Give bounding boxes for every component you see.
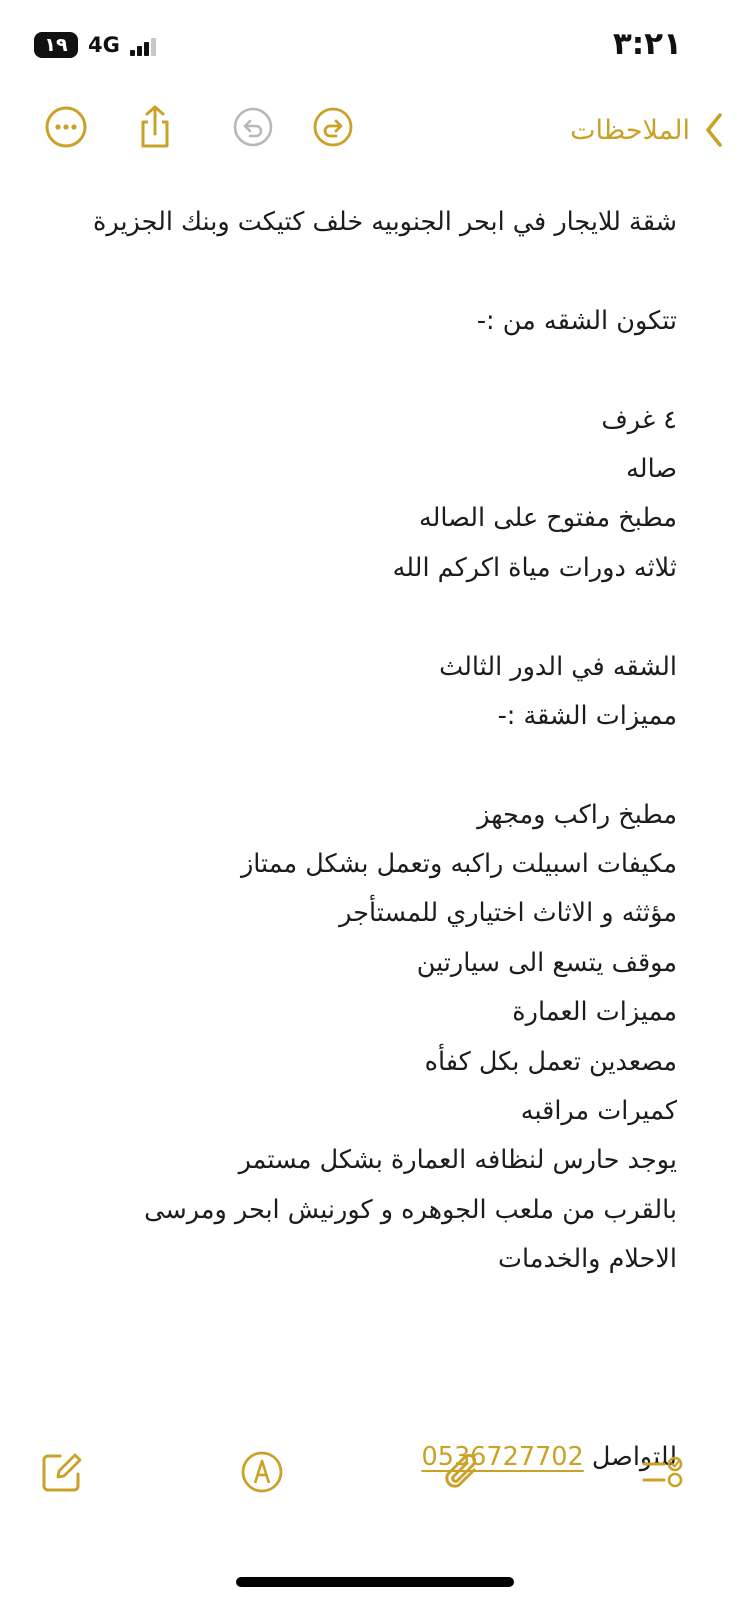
more-button[interactable]	[43, 104, 89, 150]
signal-strength-icon	[130, 38, 160, 56]
note-line: الشقه في الدور الثالث	[439, 651, 677, 682]
note-line: مطبخ مفتوح على الصاله	[418, 503, 677, 534]
attachment-icon	[440, 1450, 484, 1494]
note-line	[37, 593, 677, 642]
note-line	[37, 1383, 677, 1432]
back-to-notes-button[interactable]	[570, 108, 724, 152]
status-time: ٣:٢١	[612, 26, 682, 62]
markup-button[interactable]	[240, 1450, 284, 1494]
notes-toolbar	[0, 100, 750, 160]
note-body[interactable]	[37, 198, 677, 1482]
note-line	[37, 247, 677, 296]
share-icon	[132, 104, 178, 150]
battery-indicator: ١٩	[34, 32, 78, 58]
undo-icon	[230, 104, 276, 150]
contact-label: للتواصل	[591, 1441, 677, 1472]
note-line: مؤثثه و الاثاث اختياري للمستأجر	[339, 898, 677, 929]
note-line: تتكون الشقه من :-	[476, 305, 677, 336]
phone-link[interactable]: 0536727702	[421, 1441, 584, 1472]
undo-button[interactable]	[230, 104, 276, 150]
note-line: بالقرب من ملعب الجوهره و كورنيش ابحر ومرسى	[144, 1194, 677, 1225]
note-line: مصعدين تعمل بكل كفأه	[424, 1046, 677, 1077]
note-line	[37, 741, 677, 790]
chevron-left-icon	[704, 112, 724, 148]
note-line: شقة للايجار في ابحر الجنوبيه خلف كتيكت وبنك الجزيرة	[93, 207, 677, 237]
note-line: صاله	[626, 453, 677, 484]
redo-button[interactable]	[310, 104, 356, 150]
note-line	[37, 1334, 677, 1383]
note-line: مميزات الشقة :-	[497, 700, 677, 731]
checklist-button[interactable]	[640, 1450, 684, 1494]
attachment-button[interactable]	[440, 1450, 484, 1494]
status-bar	[0, 0, 750, 90]
note-line	[37, 346, 677, 395]
note-line: مكيفات اسبيلت راكبه وتعمل بشكل ممتاز	[240, 849, 677, 880]
share-button[interactable]	[132, 104, 178, 150]
network-type: 4G	[88, 33, 120, 57]
note-line: ٤ غرف	[601, 404, 677, 435]
compose-icon	[40, 1450, 84, 1494]
markup-icon	[240, 1450, 284, 1494]
note-line: كميرات مراقبه	[520, 1096, 677, 1127]
note-line: الاحلام والخدمات	[498, 1244, 677, 1275]
more-icon	[43, 104, 89, 150]
back-label: الملاحظات	[570, 114, 690, 146]
redo-icon	[310, 104, 356, 150]
note-line	[37, 1285, 677, 1334]
bottom-toolbar	[0, 1440, 750, 1510]
checklist-icon	[640, 1450, 684, 1494]
home-indicator[interactable]	[236, 1577, 514, 1587]
note-line: ثلاثه دورات مياة اكركم الله	[392, 552, 677, 583]
note-line: يوجد حارس لنظافه العمارة بشكل مستمر	[238, 1145, 677, 1176]
new-note-button[interactable]	[40, 1450, 84, 1494]
note-line: مميزات العمارة	[512, 997, 677, 1028]
note-line: مطبخ راكب ومجهز	[477, 799, 677, 830]
note-line: موقف يتسع الى سيارتين	[416, 947, 677, 978]
